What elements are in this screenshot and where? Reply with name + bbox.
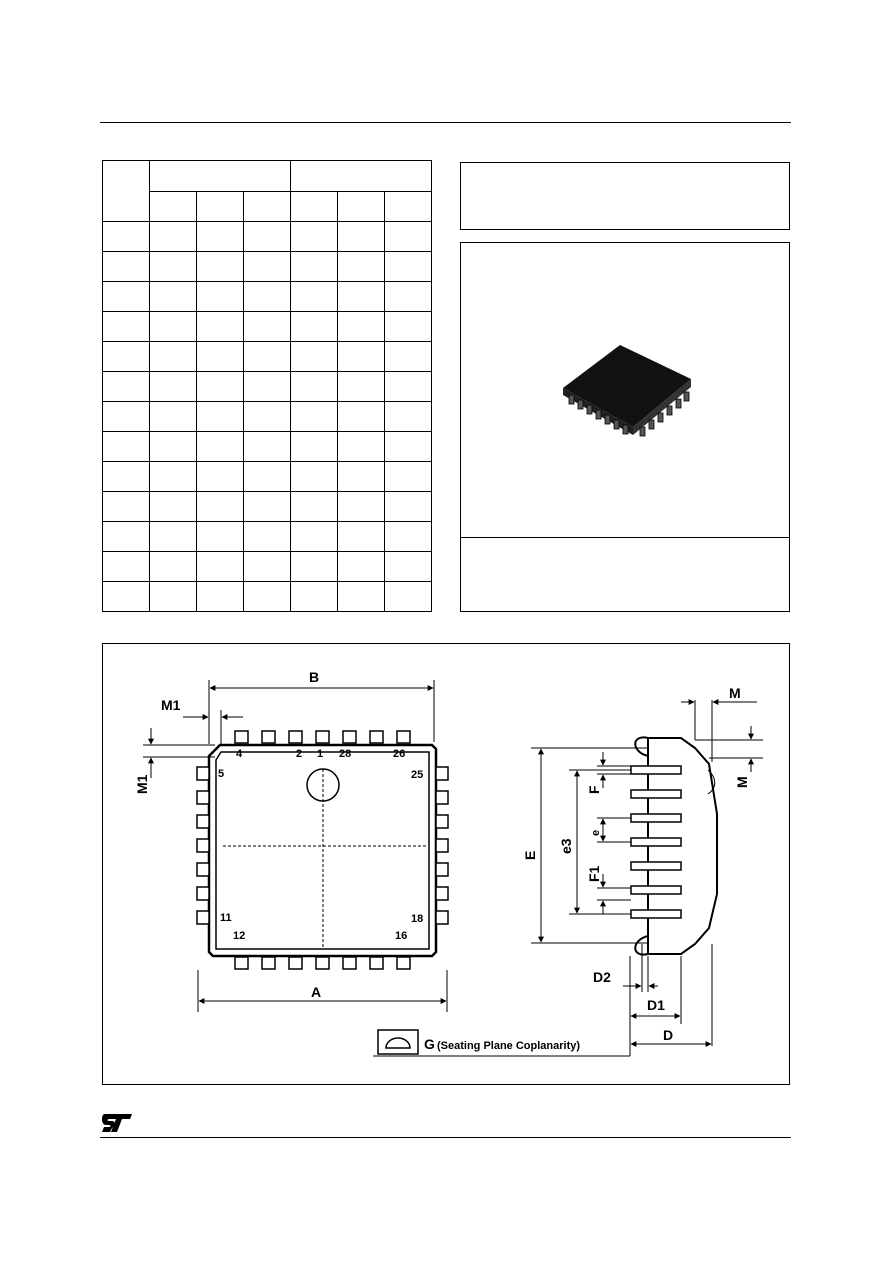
table-cell [244, 552, 291, 582]
table-cell [197, 552, 244, 582]
table-cell [103, 252, 150, 282]
table-cell [385, 252, 432, 282]
table-cell [338, 552, 385, 582]
table-header-row [103, 161, 432, 192]
package-drawing [103, 644, 791, 1086]
photo-caption-divider [461, 537, 789, 538]
table-cell [385, 222, 432, 252]
table-cell [150, 282, 197, 312]
pin-11: 11 [220, 912, 232, 924]
table-cell [103, 492, 150, 522]
table-row [103, 222, 432, 252]
dim-F1-label: F1 [586, 865, 602, 882]
st-logo [100, 1112, 134, 1134]
table-row [103, 552, 432, 582]
table-cell [103, 282, 150, 312]
table-cell [385, 282, 432, 312]
table-cell [291, 492, 338, 522]
dim-M-label: M [729, 685, 741, 701]
table-cell [338, 582, 385, 612]
table-cell [291, 222, 338, 252]
table-row [103, 342, 432, 372]
pin-26: 26 [393, 748, 406, 760]
pin-4: 4 [236, 748, 243, 760]
table-cell [244, 312, 291, 342]
table-cell [385, 492, 432, 522]
table-cell [103, 552, 150, 582]
table-cell [338, 402, 385, 432]
table-cell [197, 582, 244, 612]
dim-D1-label: D1 [647, 997, 665, 1013]
table-cell [103, 222, 150, 252]
table-cell [385, 432, 432, 462]
table-cell [103, 402, 150, 432]
table-cell [291, 402, 338, 432]
dim-M1-label: M1 [161, 697, 181, 713]
table-cell [385, 552, 432, 582]
pin-12: 12 [233, 930, 246, 942]
table-cell [150, 402, 197, 432]
table-cell [197, 192, 244, 222]
table-row [103, 402, 432, 432]
dim-D2-label: D2 [593, 969, 611, 985]
table-cell [103, 372, 150, 402]
table-cell [103, 161, 150, 222]
table-cell [150, 462, 197, 492]
pin-16: 16 [395, 930, 408, 942]
table-cell [291, 342, 338, 372]
table-cell [150, 252, 197, 282]
dim-F-label: F [586, 785, 602, 794]
table-cell [150, 552, 197, 582]
coplanarity-text: (Seating Plane Coplanarity) [437, 1040, 581, 1052]
table-cell [291, 192, 338, 222]
table-cell [150, 432, 197, 462]
table-row [103, 372, 432, 402]
table-cell [338, 282, 385, 312]
table-cell [197, 252, 244, 282]
table-cell [244, 342, 291, 372]
package-photo-box [460, 242, 790, 612]
coplanarity-note [373, 1030, 630, 1056]
pin-28: 28 [339, 748, 352, 760]
table-cell [291, 582, 338, 612]
table-row [103, 432, 432, 462]
table-cell [338, 492, 385, 522]
table-cell [385, 342, 432, 372]
table-row [103, 252, 432, 282]
table-cell [150, 192, 197, 222]
table-cell [244, 282, 291, 312]
table-cell [150, 222, 197, 252]
table-cell [103, 582, 150, 612]
table-cell [244, 402, 291, 432]
table-cell [385, 402, 432, 432]
table-cell [291, 252, 338, 282]
dim-M1-side-label: M1 [134, 774, 150, 794]
pin-25: 25 [411, 769, 424, 781]
table-cell [385, 522, 432, 552]
title-box [460, 162, 790, 230]
pin-5: 5 [218, 768, 225, 780]
table-cell [385, 462, 432, 492]
table-row [103, 522, 432, 552]
table-cell [338, 312, 385, 342]
table-cell [291, 312, 338, 342]
table-cell [150, 492, 197, 522]
table-cell [150, 312, 197, 342]
table-cell [338, 252, 385, 282]
dim-A-label: A [311, 984, 322, 1000]
table-cell [197, 492, 244, 522]
table-cell [338, 222, 385, 252]
table-cell [244, 522, 291, 552]
table-cell [244, 192, 291, 222]
table-cell [244, 252, 291, 282]
plcc-package-image [563, 343, 693, 443]
table-cell [197, 522, 244, 552]
table-cell [385, 312, 432, 342]
table-cell [197, 402, 244, 432]
dim-E-label: E [522, 850, 538, 860]
table-cell [150, 582, 197, 612]
table-row [103, 282, 432, 312]
table-row [103, 582, 432, 612]
table-cell [197, 222, 244, 252]
table-cell [291, 522, 338, 552]
table-row [103, 312, 432, 342]
table-cell [150, 342, 197, 372]
table-cell [150, 372, 197, 402]
table-cell [197, 432, 244, 462]
table-cell [385, 372, 432, 402]
table-cell [197, 372, 244, 402]
table-cell [197, 312, 244, 342]
table-cell [385, 192, 432, 222]
dim-B-label: B [309, 669, 320, 685]
table-cell [244, 492, 291, 522]
table-cell [103, 522, 150, 552]
table-cell [103, 432, 150, 462]
table-cell [291, 372, 338, 402]
table-cell [291, 552, 338, 582]
package-drawing-frame [102, 643, 790, 1085]
pin-1: 1 [317, 748, 324, 760]
table-cell [244, 432, 291, 462]
table-cell [244, 372, 291, 402]
table-cell [338, 462, 385, 492]
table-cell [197, 342, 244, 372]
pin-18: 18 [411, 913, 424, 925]
table-cell [103, 462, 150, 492]
table-cell [197, 282, 244, 312]
pin-2: 2 [296, 748, 303, 760]
footer-rule [100, 1137, 791, 1138]
table-cell [150, 522, 197, 552]
table-cell [244, 462, 291, 492]
table-cell [338, 372, 385, 402]
table-cell [244, 222, 291, 252]
table-cell [338, 522, 385, 552]
table-cell [244, 582, 291, 612]
table-cell [338, 432, 385, 462]
dim-D-label: D [663, 1027, 674, 1043]
coplanarity-G: G [424, 1036, 435, 1052]
table-cell [291, 462, 338, 492]
table-cell [150, 161, 291, 192]
table-cell [197, 462, 244, 492]
table-cell [338, 342, 385, 372]
dim-e3-label: e3 [558, 838, 574, 854]
table-cell [338, 192, 385, 222]
table-cell [291, 282, 338, 312]
table-cell [291, 432, 338, 462]
table-cell [103, 342, 150, 372]
table-cell [291, 161, 432, 192]
table-cell [103, 312, 150, 342]
dim-e-label: e [590, 829, 602, 836]
dim-M-side-label: M [734, 776, 750, 788]
table-row [103, 492, 432, 522]
table-row [103, 462, 432, 492]
header-rule [100, 122, 791, 123]
table-cell [385, 582, 432, 612]
dimensions-table [102, 160, 432, 612]
table-subheader-row [103, 192, 432, 222]
